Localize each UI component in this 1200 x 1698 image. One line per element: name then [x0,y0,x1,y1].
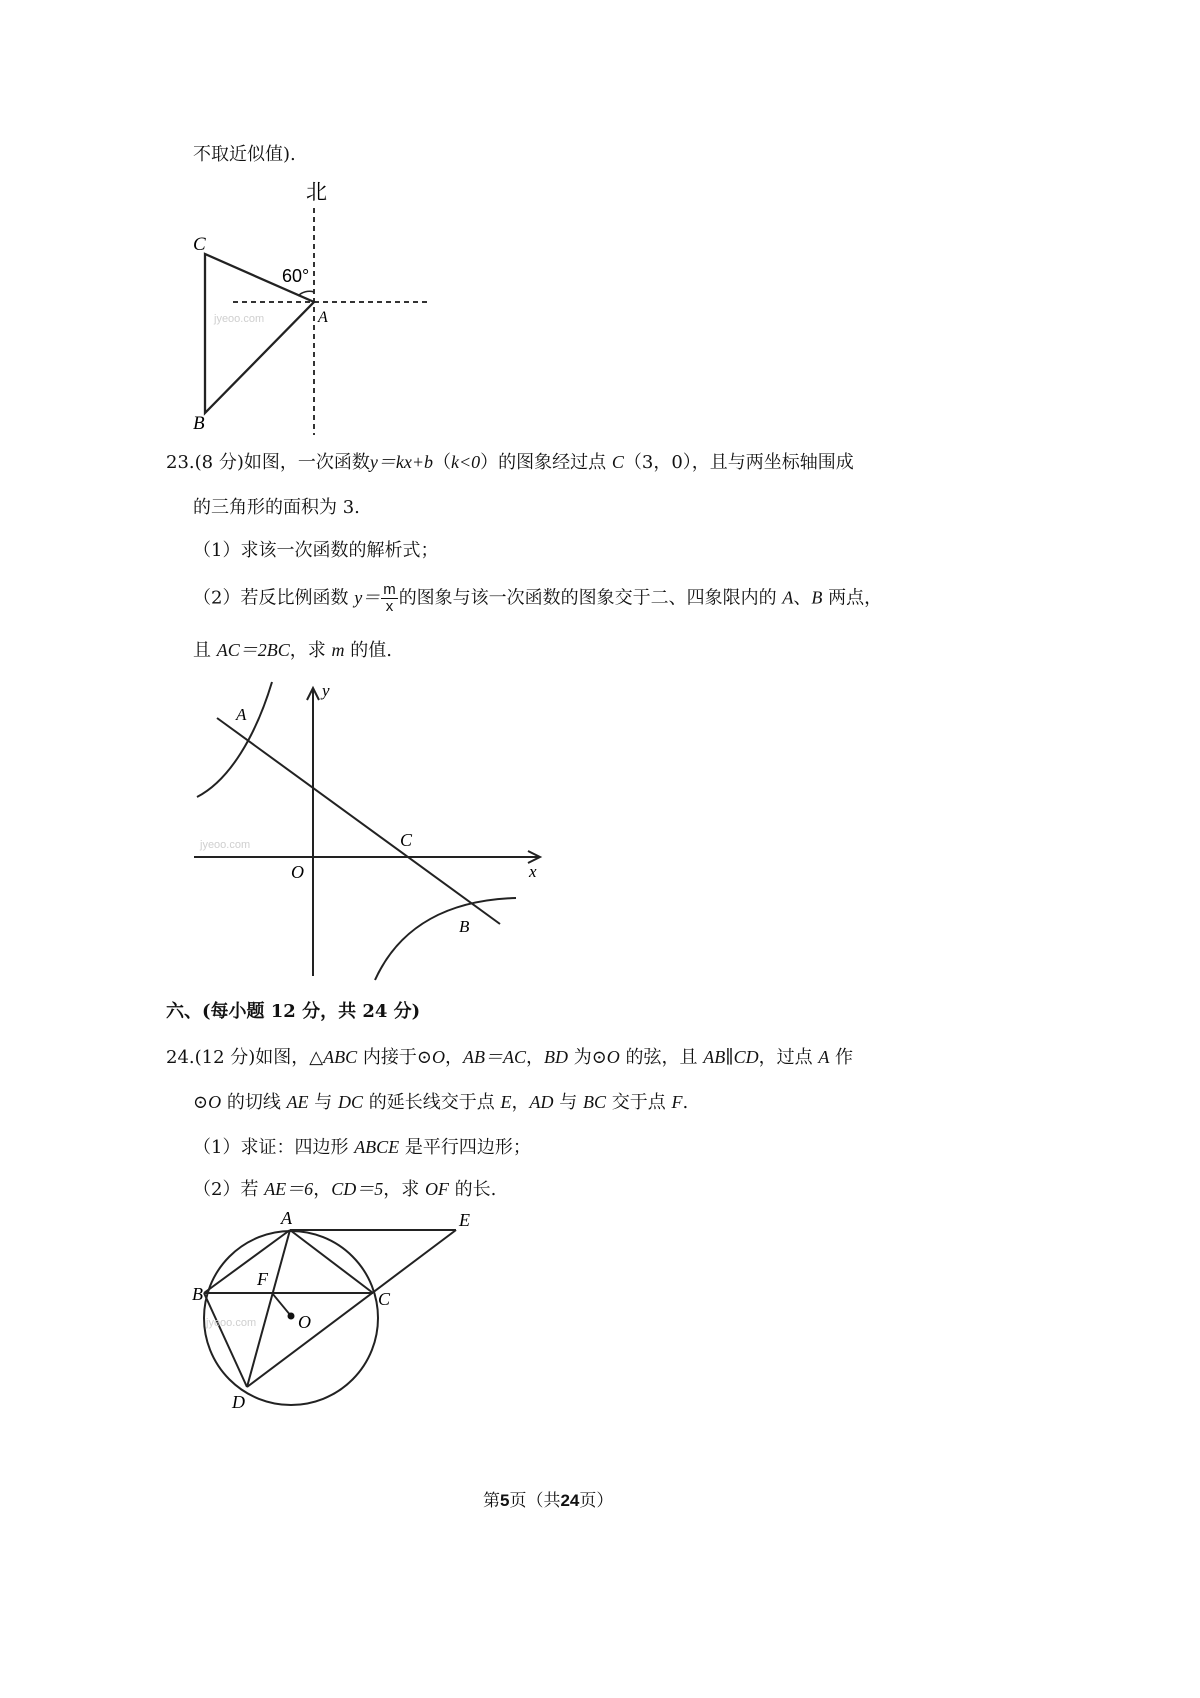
point-C-label: C [378,1289,391,1309]
point-C-label: C [400,830,413,850]
north-label: 北 [306,180,327,204]
point-D-label: D [232,1392,245,1412]
point-B-label: B [459,917,470,936]
point-A-label: A [281,1208,292,1228]
y-axis-label: y [322,681,330,700]
section-6-heading: 六、(每小题 12 分，共 24 分) [166,1001,421,1022]
angle-label: 60° [282,266,310,286]
origin-label: O [291,862,304,882]
question-23-line-1: 23.(8 分)如图，一次函数y＝kx+b（k<0）的图象经过点 C（3，0），且与两坐标轴围成 [166,452,854,473]
question-24-part-1: （1）求证：四边形 ABCE 是平行四边形； [193,1137,531,1158]
point-E-label: E [459,1210,470,1230]
point-F-label: F [257,1269,268,1289]
fraction-m-over-x: $\frac{m}{x}$ [383,581,396,615]
point-A-label: A [236,705,247,724]
total-pages: 24 [560,1491,580,1510]
question-24-part-2: （2）若 AE＝6，CD＝5，求 OF 的长. [193,1179,497,1200]
point-B-label: B [193,413,205,434]
question-23-line-2: 的三角形的面积为 3. [193,497,360,518]
watermark: jyeoo.com [214,313,265,325]
watermark: jyeoo.com [200,839,251,851]
x-axis-label: x [529,862,537,881]
question-24-line-1: 24.(12 分)如图，△ABC 内接于⊙O，AB＝AC，BD 为⊙O 的弦，且 AB∥CD，过点 A 作 [166,1047,854,1068]
point-C-label: C [193,234,206,255]
point-O-label: O [298,1312,311,1332]
watermark: jyeoo.com [206,1317,257,1329]
question-23-part-2: （2）若反比例函数 y＝ $\frac{m}{x}$ 的图象与该一次函数的图象交于二、四象限内的 A、B 两点， [193,581,883,615]
point-B-label: B [192,1284,203,1304]
question-23-part-1: （1）求该一次函数的解析式； [193,540,439,561]
question-23-part-3: 且 AC＝2BC，求 m 的值. [193,640,392,661]
point-A-label: A [318,309,328,326]
page-number: 5 [500,1491,510,1510]
page-footer: 第5页（共24页） [483,1491,614,1511]
question-24-line-2: ⊙O 的切线 AE 与 DC 的延长线交于点 E，AD 与 BC 交于点 F. [193,1092,689,1113]
continued-text: 不取近似值). [193,144,296,165]
